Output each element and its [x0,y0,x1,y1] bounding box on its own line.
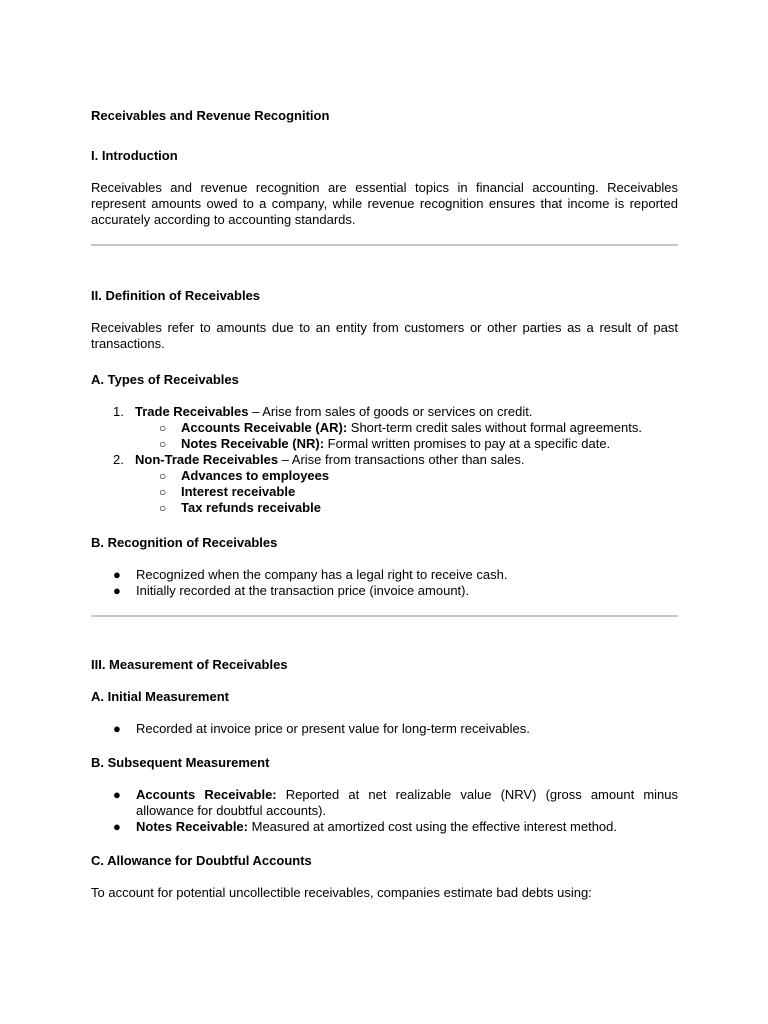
recognition-bullets [91,567,678,599]
bullet-item [91,819,678,835]
term-label: Accounts Receivable (AR): [181,420,348,435]
term-label: Non-Trade Receivables [135,452,279,467]
term-label: Accounts Receivable: [136,787,277,802]
section-heading-introduction: I. Introduction [91,148,178,163]
bullet-item [91,787,678,819]
term-description: – Arise from sales of goods or services on credit. [248,404,533,419]
subheading-recognition-of-receivables: B. Recognition of Receivables [91,535,278,550]
term-label: Notes Receivable (NR): [181,436,325,451]
subheading-allowance-for-doubtful-accounts: C. Allowance for Doubtful Accounts [91,853,312,868]
sub-list-item [91,436,678,452]
sub-list-item [91,468,678,484]
hollow-circle-icon: ○ [159,421,167,435]
document-page [91,108,678,901]
bullet-icon: ● [113,721,121,736]
subheading-subsequent-measurement: B. Subsequent Measurement [91,755,270,770]
term-description: – Arise from transactions other than sales. [278,452,525,467]
list-number: 2. [113,452,124,467]
bullet-icon: ● [113,583,121,598]
term-description: Short-term credit sales without formal agreements. [347,420,642,435]
subheading-types-of-receivables: A. Types of Receivables [91,372,239,387]
list-number: 1. [113,404,124,419]
term-label: Tax refunds receivable [181,500,321,515]
sub-list-item [91,420,678,436]
list-item [91,404,678,420]
term-label: Trade Receivables [135,404,249,419]
types-list [91,404,678,516]
bullet-icon: ● [113,787,121,802]
term-description: Formal written promises to pay at a specific date. [324,436,611,451]
bullet-item [91,567,678,583]
allowance-paragraph: To account for potential uncollectible receivables, companies estimate bad debts using: [91,885,592,900]
document-title: Receivables and Revenue Recognition [91,108,330,123]
bullet-item [91,721,678,737]
hollow-circle-icon: ○ [159,437,167,451]
initial-measurement-bullets [91,721,678,737]
subsequent-measurement-bullets [91,787,678,835]
introduction-paragraph: Receivables and revenue recognition are essential topics in financial accounting. Receivables represent amounts owed to a company, while revenue recognition ensures that income is reported accurately according to accounting standards. [91,180,678,227]
section-heading-definition: II. Definition of Receivables [91,288,261,303]
term-label: Notes Receivable: [136,819,248,834]
term-label: Interest receivable [181,484,296,499]
hollow-circle-icon: ○ [159,469,167,483]
bullet-text: Initially recorded at the transaction price (invoice amount). [136,583,470,598]
hollow-circle-icon: ○ [159,485,167,499]
term-description: Reported at net realizable value (NRV) (gross amount minus allowance for doubtful accounts). [136,787,678,818]
sub-list-item [91,500,678,516]
section-heading-measurement: III. Measurement of Receivables [91,657,288,672]
term-label: Advances to employees [181,468,330,483]
bullet-text: Recorded at invoice price or present value for long-term receivables. [136,721,530,736]
bullet-icon: ● [113,567,121,582]
list-item [91,452,678,468]
bullet-item [91,583,678,599]
subheading-initial-measurement: A. Initial Measurement [91,689,229,704]
hollow-circle-icon: ○ [159,501,167,515]
bullet-text: Recognized when the company has a legal right to receive cash. [136,567,508,582]
definition-paragraph: Receivables refer to amounts due to an entity from customers or other parties as a result of past transactions. [91,320,678,351]
bullet-icon: ● [113,819,121,834]
sub-list-item [91,484,678,500]
term-description: Measured at amortized cost using the effective interest method. [248,819,618,834]
